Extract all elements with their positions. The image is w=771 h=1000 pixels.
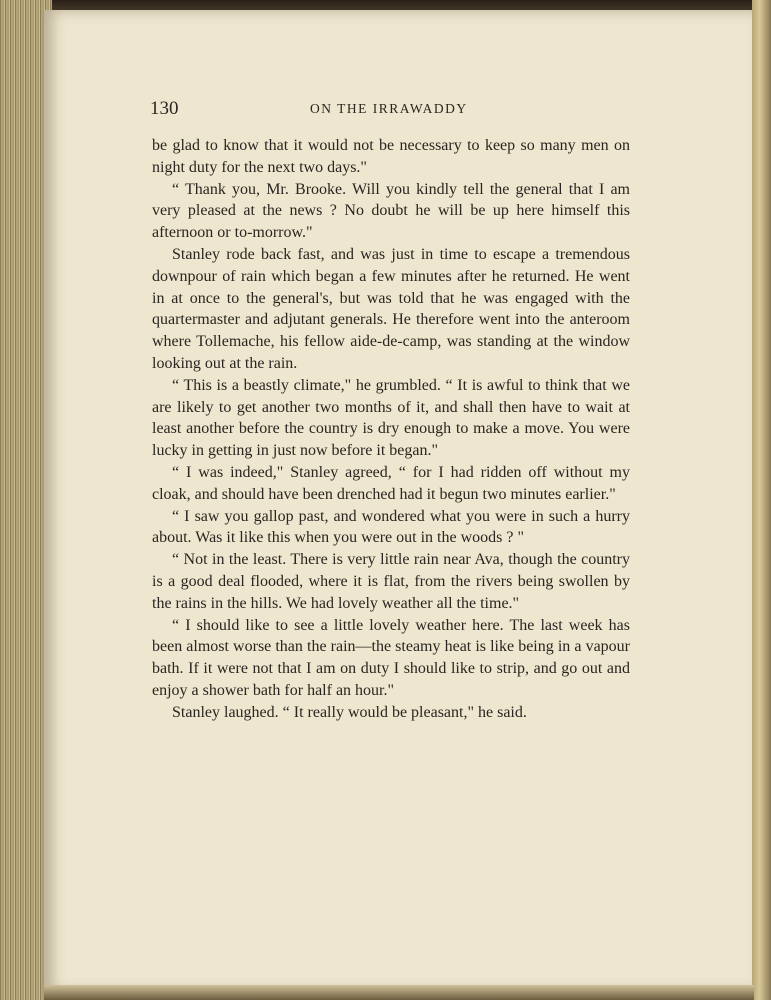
running-title: ON THE IRRAWADDY	[310, 101, 468, 116]
page-number: 130	[150, 98, 179, 119]
paragraph: “ I should like to see a little lovely weather here. The last week has been almost worse than the rain—the steamy heat is like being in a vapour bath. If it were not that I am on duty I should like to strip, and go out and enjoy a shower bath for half an hour."	[152, 616, 630, 699]
paragraph: Stanley rode back fast, and was just in time to escape a tremendous downpour of rain which began a few minutes after he returned. He went in at once to the general's, but was told that he was engaged with the quartermaster and adjutant generals. He therefore went into the anteroom where Tollemache, his fellow aide-de-camp, was standing at the window looking out at the rain.	[152, 245, 630, 372]
page-right-edge	[752, 0, 771, 1000]
paragraph: “ I was indeed," Stanley agreed, “ for I had ridden off without my cloak, and should have been drenched had it begun two minutes earlier."	[152, 463, 630, 503]
paragraph: “ Thank you, Mr. Brooke. Will you kindly tell the general that I am very pleased at the news ? No doubt he will be up here himself this afternoon or to-morrow."	[152, 180, 630, 242]
paragraph: Stanley laughed. “ It really would be pleasant," he said.	[172, 703, 527, 721]
page-bottom-edge	[44, 985, 754, 1000]
paragraph: “ Not in the least. There is very little rain near Ava, though the country is a good deal flooded, where it is flat, from the rivers being swollen by the rains in the hills. We had lovely weather all the time."	[152, 551, 630, 612]
paragraph: “ I saw you gallop past, and wondered what you were in such a hurry about. Was it like this when you were out in the woods ? "	[152, 507, 630, 547]
body-text	[152, 135, 630, 724]
running-head	[150, 98, 630, 122]
paragraph: “ This is a beastly climate," he grumbled. “ It is awful to think that we are likely to get another two months of it, and shall then have to wait at least another before the country is dry enough to make a move. You were lucky in getting in just now before it began."	[152, 376, 630, 460]
paragraph: be glad to know that it would not be necessary to keep so many men on night duty for the next two days."	[152, 137, 630, 176]
